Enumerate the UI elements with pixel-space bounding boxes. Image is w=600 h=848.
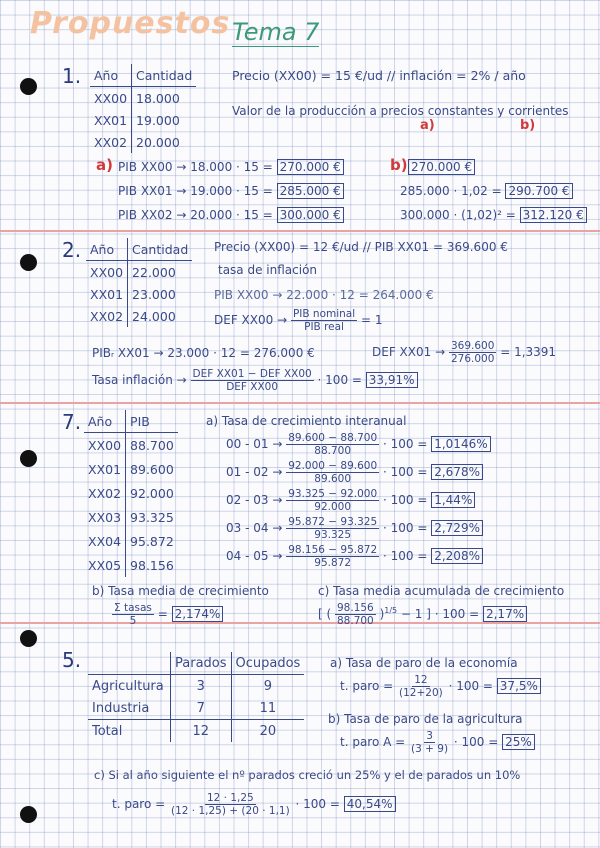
cell-year: XX01 — [90, 109, 132, 131]
q1-a-line1: PIB XX00 → 18.000 · 15 = 270.000 € — [118, 160, 344, 174]
q7-calc-row: 04 - 05 → $\frac{98.156 - 95.872}{95.872}$ · 100 = 2,208% — [226, 544, 483, 569]
col-header-year: Año — [86, 238, 128, 261]
cell-pib: 88.700 — [130, 437, 174, 453]
col-header-ocupados: Ocupados — [235, 655, 301, 671]
cell-parados: 3 — [171, 675, 232, 698]
q7-c-title: c) Tasa media acumulada de crecimiento — [318, 584, 565, 598]
q1-b-line3: 300.000 · (1,02)² = 312.120 € — [400, 208, 587, 222]
q7-calc-row: 02 - 03 → $\frac{93.325 - 92.000}{92.000}$ · 100 = 1,44% — [226, 488, 475, 513]
q5-a-title: a) Tasa de paro de la economía — [330, 656, 518, 670]
q7-b-calc: $\frac{\text{Σ tasas}}{5}$ = 2,174% — [112, 602, 223, 627]
cell-qty: 19.000 — [136, 112, 180, 128]
q2-question: tasa de inflación — [218, 263, 318, 277]
cell-year: XX00 — [84, 433, 126, 458]
q1-table — [90, 64, 196, 153]
section-divider — [0, 402, 600, 404]
cell-year: XX00 — [86, 261, 128, 284]
q2-pib00: PIB XX00 → 22.000 · 12 = 264.000 € — [214, 288, 434, 302]
q2-pib-real: PIBᵣ XX01 → 23.000 · 12 = 276.000 € — [92, 346, 315, 360]
exercise-number: 1. — [62, 64, 82, 88]
cell-pib: 93.325 — [130, 509, 174, 525]
q2-inflation: Tasa inflación → $\frac{\text{DEF XX01 − DEF XX00}}{\text{DEF XX00}}$ · 100 = 33,91% — [92, 368, 418, 393]
q5-c-calc: t. paro = $\frac{12 \cdot 1,25}{(12 \cdot 1,25) + (20 \cdot 1,1)}$ · 100 = 40,54% — [112, 792, 396, 817]
cell-pib: 95.872 — [130, 533, 174, 549]
cell-year: XX03 — [84, 505, 126, 529]
cell-pib: 92.000 — [130, 485, 174, 501]
exercise-number: 7. — [62, 410, 82, 434]
topic-title: Tema 7 — [232, 18, 320, 46]
cell-parados: 7 — [171, 697, 232, 720]
cell-pib: 89.600 — [130, 461, 174, 477]
binder-hole — [20, 78, 37, 95]
q2-table — [86, 238, 192, 327]
q5-c-title: c) Si al año siguiente el nº parados creció un 25% y el de parados un 10% — [94, 768, 521, 782]
q2-statement: Precio (XX00) = 12 €/ud // PIB XX01 = 369.600 € — [214, 240, 508, 254]
cell-year: XX01 — [84, 457, 126, 481]
cell-ocupados: 20 — [259, 723, 277, 739]
binder-hole — [20, 450, 37, 467]
cell-qty: 23.000 — [132, 286, 176, 302]
col-header-pib: PIB — [130, 413, 150, 429]
col-header-parados: Parados — [171, 652, 232, 675]
cell-year: XX02 — [86, 305, 128, 327]
q7-a-title: a) Tasa de crecimiento interanual — [206, 414, 407, 428]
q5-a-calc: t. paro = $\frac{12}{(12+20)}$ · 100 = 37,5% — [340, 674, 541, 699]
binder-hole — [20, 630, 37, 647]
q7-calc-row: 01 - 02 → $\frac{92.000 - 89.600}{89.600}$ · 100 = 2,678% — [226, 460, 483, 485]
binder-hole — [20, 254, 37, 271]
cell-ocupados: 9 — [263, 678, 273, 694]
binder-hole — [20, 806, 37, 823]
exercise-number: 2. — [62, 238, 82, 262]
q1-a-line2: PIB XX01 → 19.000 · 15 = 285.000 € — [118, 184, 344, 198]
row-label: Total — [88, 720, 171, 743]
col-header-year: Año — [90, 64, 132, 87]
q1-statement: Precio (XX00) = 15 €/ud // inflación = 2% / año — [232, 68, 526, 83]
cell-pib: 98.156 — [130, 557, 174, 573]
q1-b-line1: 270.000 € — [408, 160, 475, 174]
q1-b-line2: 285.000 · 1,02 = 290.700 € — [400, 184, 573, 198]
row-label: Industria — [88, 697, 171, 720]
section-divider — [0, 230, 600, 232]
q7-table — [84, 410, 178, 577]
cell-year: XX05 — [84, 553, 126, 577]
cell-year: XX01 — [86, 283, 128, 305]
q7-calc-row: 03 - 04 → $\frac{95.872 - 93.325}{93.325}$ · 100 = 2,729% — [226, 516, 483, 541]
cell-qty: 24.000 — [132, 308, 176, 324]
cell-qty: 22.000 — [132, 264, 176, 280]
cell-year: XX02 — [90, 131, 132, 153]
q5-b-title: b) Tasa de paro de la agricultura — [328, 712, 523, 726]
cell-year: XX04 — [84, 529, 126, 553]
q5-table — [88, 652, 304, 742]
q1-question: Valor de la producción a precios constantes y corrientes — [232, 104, 569, 118]
q1-b-label: b) — [390, 156, 408, 174]
q1-label-a: a) — [420, 118, 435, 133]
q1-a-label: a) — [96, 156, 113, 174]
q7-calc-row: 00 - 01 → $\frac{89.600 - 88.700}{88.700}$ · 100 = 1,0146% — [226, 432, 491, 457]
cell-year: XX02 — [84, 481, 126, 505]
q2-deflator00: DEF XX00 → $\frac{\text{PIB nominal}}{\text{PIB real}}$ = 1 — [214, 308, 383, 333]
col-header-year: Año — [84, 410, 126, 433]
notebook-title: Propuestos — [30, 6, 231, 41]
q5-b-calc: t. paro A = $\frac{3}{(3 + 9)}$ · 100 = 25% — [340, 730, 535, 755]
q1-a-line3: PIB XX02 → 20.000 · 15 = 300.000 € — [118, 208, 344, 222]
exercise-number: 5. — [62, 648, 82, 672]
cell-ocupados: 11 — [259, 700, 277, 716]
q7-c-calc: [ ( $\frac{98.156}{88.700}$ )$^{1/5}$ − 1 ] · 100 = 2,17% — [318, 602, 527, 627]
row-label: Agricultura — [88, 675, 171, 698]
col-header-qty: Cantidad — [136, 67, 193, 83]
col-header-qty: Cantidad — [132, 241, 189, 257]
q7-b-title: b) Tasa media de crecimiento — [92, 584, 269, 598]
cell-parados: 12 — [171, 720, 232, 743]
cell-year: XX00 — [90, 87, 132, 110]
cell-qty: 20.000 — [136, 134, 180, 150]
cell-qty: 18.000 — [136, 90, 180, 106]
q2-deflator01: DEF XX01 → $\frac{369.600}{276.000}$ = 1,3391 — [372, 340, 557, 365]
q1-label-b: b) — [520, 118, 536, 133]
